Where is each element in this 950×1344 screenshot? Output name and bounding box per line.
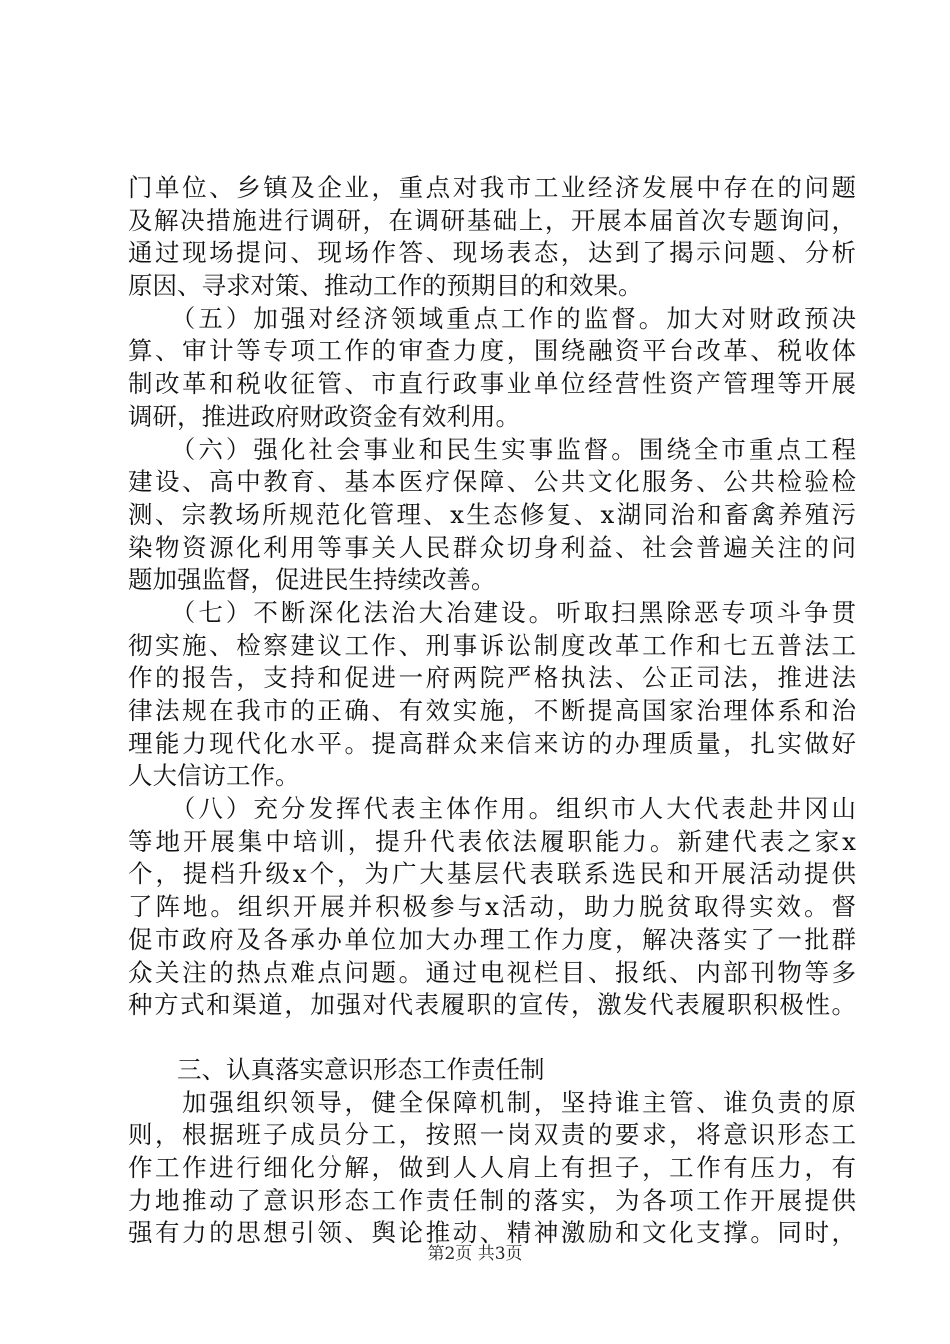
- text-line: 建设、高中教育、基本医疗保障、公共文化服务、公共检验检: [128, 467, 856, 497]
- text-line: 促市政府及各承办单位加大办理工作力度，解决落实了一批群: [128, 924, 856, 954]
- text-line: 彻实施、检察建议工作、刑事诉讼制度改革工作和七五普法工: [128, 630, 856, 660]
- text-line: 力地推动了意识形态工作责任制的落实，为各项工作开展提供: [128, 1185, 856, 1215]
- text-line: 及解决措施进行调研，在调研基础上，开展本届首次专题询问，: [128, 205, 856, 235]
- text-line: （六）强化社会事业和民生实事监督。围绕全市重点工程: [128, 434, 856, 464]
- text-line: 调研，推进政府财政资金有效利用。: [128, 401, 520, 431]
- text-line: 制改革和税收征管、市直行政事业单位经营性资产管理等开展: [128, 369, 856, 399]
- text-line: 等地开展集中培训，提升代表依法履职能力。新建代表之家x: [128, 826, 856, 856]
- text-line: 作工作进行细化分解，做到人人肩上有担子，工作有压力，有: [128, 1152, 856, 1182]
- text-line: （七）不断深化法治大冶建设。听取扫黑除恶专项斗争贯: [128, 597, 856, 627]
- text-line: 门单位、乡镇及企业，重点对我市工业经济发展中存在的问题: [128, 173, 856, 202]
- document-body: [128, 172, 856, 1250]
- text-line: 加强组织领导，健全保障机制，坚持谁主管、谁负责的原: [128, 1087, 856, 1117]
- text-line: 作的报告，支持和促进一府两院严格执法、公正司法，推进法: [128, 663, 856, 693]
- section-heading: 三、认真落实意识形态工作责任制: [128, 1054, 545, 1084]
- text-line: 染物资源化利用等事关人民群众切身利益、社会普遍关注的问: [128, 532, 856, 562]
- text-line: 题加强监督，促进民生持续改善。: [128, 565, 496, 595]
- text-line: 则，根据班子成员分工，按照一岗双责的要求，将意识形态工: [128, 1120, 856, 1150]
- text-line: 了阵地。组织开展并积极参与x活动，助力脱贫取得实效。督: [128, 892, 856, 922]
- text-line: 测、宗教场所规范化管理、x生态修复、x湖同治和畜禽养殖污: [128, 499, 856, 529]
- paragraph-gap: [128, 1022, 856, 1054]
- text-line: 人大信访工作。: [128, 761, 300, 791]
- text-line: 强有力的思想引领、舆论推动、精神激励和文化支撑。同时，: [128, 1218, 856, 1248]
- text-line: 算、审计等专项工作的审查力度，围绕融资平台改革、税收体: [128, 336, 856, 366]
- text-line: 个，提档升级x个，为广大基层代表联系选民和开展活动提供: [128, 859, 856, 889]
- text-line: （五）加强对经济领域重点工作的监督。加大对财政预决: [128, 303, 856, 333]
- text-line: 通过现场提问、现场作答、现场表态，达到了揭示问题、分析: [128, 238, 856, 268]
- text-line: （八）充分发挥代表主体作用。组织市人大代表赴井冈山: [128, 794, 856, 824]
- text-line: 理能力现代化水平。提高群众来信来访的办理质量，扎实做好: [128, 728, 856, 758]
- text-line: 原因、寻求对策、推动工作的预期目的和效果。: [128, 271, 643, 301]
- page-footer: 第2页 共3页: [427, 1244, 523, 1264]
- text-line: 种方式和渠道，加强对代表履职的宣传，激发代表履职积极性。: [128, 990, 856, 1020]
- text-line: 律法规在我市的正确、有效实施，不断提高国家治理体系和治: [128, 696, 856, 725]
- text-line: 众关注的热点难点问题。通过电视栏目、报纸、内部刊物等多: [128, 957, 856, 987]
